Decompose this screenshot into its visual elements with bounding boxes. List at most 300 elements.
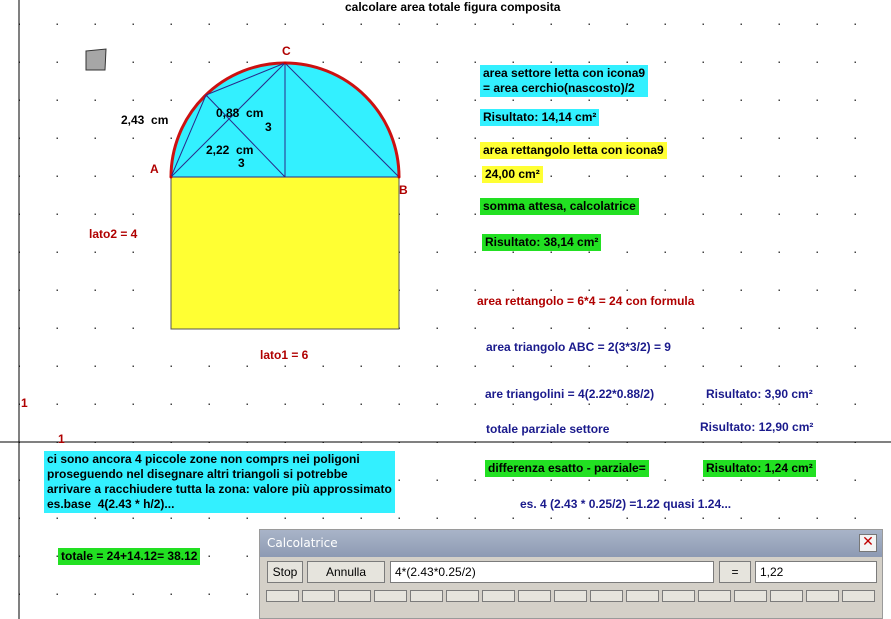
grid-dot	[399, 62, 401, 64]
calc-key[interactable]	[410, 590, 443, 602]
grid-dot	[475, 176, 477, 178]
grid-dot	[589, 24, 591, 26]
grid-dot	[589, 518, 591, 520]
grid-dot	[589, 404, 591, 406]
result-field[interactable]: 1,22	[755, 561, 877, 583]
measure-243	[121, 113, 168, 127]
grid-dot	[855, 480, 857, 482]
grid-dot	[57, 518, 59, 520]
calculator-title: Calcolatrice	[267, 536, 338, 550]
grid-dot	[589, 252, 591, 254]
sector-read-box: area settore letta con icona9 = area cerchio(nascosto)/2	[480, 65, 648, 97]
grid-dot	[171, 518, 173, 520]
grid-dot	[551, 328, 553, 330]
grid-dot	[779, 176, 781, 178]
grid-dot	[627, 366, 629, 368]
grid-dot	[247, 24, 249, 26]
diff-result-box: Risultato: 1,24 cm²	[703, 460, 816, 477]
grid-dot	[399, 138, 401, 140]
calc-key[interactable]	[554, 590, 587, 602]
grid-dot	[817, 518, 819, 520]
calc-key[interactable]	[770, 590, 803, 602]
grid-dot	[551, 176, 553, 178]
measure-222	[206, 143, 253, 157]
grid-dot	[665, 518, 667, 520]
grid-dot	[399, 366, 401, 368]
grid-dot	[779, 480, 781, 482]
grid-dot	[741, 480, 743, 482]
gray-quad-icon	[86, 49, 106, 70]
grid-dot	[855, 138, 857, 140]
point-b	[398, 176, 401, 179]
calc-key[interactable]	[446, 590, 479, 602]
triangolini-result: Risultato: 3,90 cm²	[706, 387, 813, 401]
calc-key[interactable]	[482, 590, 515, 602]
grid-dot	[741, 518, 743, 520]
grid-dot	[703, 290, 705, 292]
grid-dot	[437, 404, 439, 406]
grid-dot	[475, 214, 477, 216]
grid-dot	[133, 518, 135, 520]
grid-dot	[437, 214, 439, 216]
grid-dot	[361, 24, 363, 26]
grid-dot	[703, 480, 705, 482]
grid-dot	[741, 214, 743, 216]
measure-088-value: 0,88	[216, 106, 240, 120]
lato1-label: lato1 = 6	[260, 348, 309, 362]
annulla-button[interactable]: Annulla	[307, 561, 385, 583]
grid-dot	[475, 24, 477, 26]
grid-dot	[551, 100, 553, 102]
grid-dot	[323, 518, 325, 520]
grid-dot	[323, 366, 325, 368]
grid-dot	[437, 366, 439, 368]
axis-y-label: 1	[21, 396, 28, 410]
grid-dot	[817, 214, 819, 216]
calculator-title-bar[interactable]	[260, 530, 882, 557]
grid-dot	[627, 24, 629, 26]
equals-button[interactable]: =	[719, 561, 751, 583]
grid-dot	[285, 518, 287, 520]
grid-dot	[513, 518, 515, 520]
calc-key[interactable]	[338, 590, 371, 602]
grid-dot	[627, 290, 629, 292]
totale-parziale-text: totale parziale settore	[486, 422, 610, 436]
grid-dot	[133, 252, 135, 254]
grid-dot	[209, 594, 211, 596]
grid-dot	[361, 62, 363, 64]
grid-dot	[95, 518, 97, 520]
grid-dot	[741, 100, 743, 102]
grid-dot	[551, 518, 553, 520]
grid-dot	[589, 62, 591, 64]
grid-dot	[513, 100, 515, 102]
grid-dot	[513, 24, 515, 26]
grid-dot	[323, 404, 325, 406]
grid-dot	[171, 138, 173, 140]
grid-dot	[475, 366, 477, 368]
grid-dot	[665, 328, 667, 330]
grid-dot	[779, 138, 781, 140]
grid-dot	[57, 594, 59, 596]
grid-dot	[665, 252, 667, 254]
grid-dot	[513, 366, 515, 368]
grid-dot	[855, 214, 857, 216]
calc-key[interactable]	[302, 590, 335, 602]
grid-dot	[209, 62, 211, 64]
grid-dot	[437, 24, 439, 26]
grid-dot	[133, 290, 135, 292]
grid-dot	[95, 100, 97, 102]
grid-dot	[95, 24, 97, 26]
grid-dot	[589, 290, 591, 292]
note-box: ci sono ancora 4 piccole zone non comprs nei poligoni proseguendo nel disegnare altri triangoli si potrebbe arrivare a racchiudere tutta la zona: valore più approssimato es.base 4(2.43 * h/2)...	[44, 451, 395, 513]
grid-dot	[627, 480, 629, 482]
grid-dot	[95, 290, 97, 292]
grid-dot	[703, 214, 705, 216]
grid-dot	[57, 24, 59, 26]
grid-dot	[589, 480, 591, 482]
grid-dot	[399, 404, 401, 406]
calc-key[interactable]	[626, 590, 659, 602]
grid-dot	[247, 62, 249, 64]
grid-dot	[57, 328, 59, 330]
grid-dot	[665, 24, 667, 26]
grid-dot	[855, 176, 857, 178]
page-title: calcolare area totale figura composita	[345, 0, 561, 14]
measure-243-value: 2,43	[121, 113, 145, 127]
grid-dot	[741, 404, 743, 406]
grid-dot	[95, 404, 97, 406]
calc-key[interactable]	[662, 590, 695, 602]
grid-dot	[95, 252, 97, 254]
grid-dot	[437, 480, 439, 482]
grid-dot	[779, 518, 781, 520]
grid-dot	[361, 518, 363, 520]
grid-dot	[741, 138, 743, 140]
grid-dot	[855, 252, 857, 254]
lato2-label: lato2 = 4	[89, 227, 138, 241]
grid-dot	[57, 252, 59, 254]
grid-dot	[57, 100, 59, 102]
calc-key[interactable]	[734, 590, 767, 602]
grid-dot	[817, 24, 819, 26]
grid-dot	[817, 176, 819, 178]
grid-dot	[133, 176, 135, 178]
grid-dot	[57, 404, 59, 406]
grid-dot	[361, 366, 363, 368]
grid-dot	[475, 518, 477, 520]
sum-expected-box: somma attesa, calcolatrice	[480, 198, 639, 215]
rect-read-box: area rettangolo letta con icona9	[480, 142, 667, 159]
grid-dot	[779, 252, 781, 254]
grid-dot	[627, 252, 629, 254]
grid-dot	[437, 100, 439, 102]
point-a	[170, 176, 173, 179]
grid-dot	[437, 176, 439, 178]
grid-dot	[551, 138, 553, 140]
grid-dot	[855, 24, 857, 26]
sector-result-box: Risultato: 14,14 cm²	[480, 109, 599, 126]
measure-243-unit: cm	[151, 113, 169, 127]
grid-dot	[703, 62, 705, 64]
grid-dot	[437, 62, 439, 64]
grid-dot	[247, 366, 249, 368]
grid-dot	[475, 138, 477, 140]
totale-box: totale = 24+14.12= 38.12	[58, 548, 200, 565]
grid-dot	[627, 404, 629, 406]
grid-dot	[665, 214, 667, 216]
grid-dot	[247, 556, 249, 558]
grid-dot	[323, 62, 325, 64]
grid-dot	[551, 24, 553, 26]
grid-dot	[133, 594, 135, 596]
grid-dot	[437, 252, 439, 254]
grid-dot	[209, 556, 211, 558]
grid-dot	[855, 62, 857, 64]
grid-dot	[475, 404, 477, 406]
grid-dot	[57, 214, 59, 216]
rect-value-box: 24,00 cm²	[482, 166, 543, 183]
grid-dot	[627, 100, 629, 102]
grid-dot	[247, 594, 249, 596]
grid-dot	[57, 366, 59, 368]
close-icon[interactable]: ✕	[859, 534, 877, 552]
rect-formula-text: area rettangolo = 6*4 = 24 con formula	[477, 294, 695, 308]
grid-dot	[665, 290, 667, 292]
grid-dot	[209, 518, 211, 520]
grid-dot	[589, 100, 591, 102]
grid-dot	[741, 290, 743, 292]
calc-key[interactable]	[806, 590, 839, 602]
grid-dot	[703, 252, 705, 254]
calc-key[interactable]	[590, 590, 623, 602]
grid-dot	[779, 62, 781, 64]
axis-x-label: 1	[58, 432, 65, 446]
measure-088	[216, 106, 263, 120]
grid-dot	[399, 480, 401, 482]
grid-dot	[513, 62, 515, 64]
grid-dot	[133, 24, 135, 26]
diff-label-box: differenza esatto - parziale=	[485, 460, 649, 477]
grid-dot	[855, 328, 857, 330]
grid-dot	[437, 328, 439, 330]
expression-field[interactable]: 4*(2.43*0.25/2)	[390, 561, 714, 583]
grid-dot	[133, 328, 135, 330]
grid-dot	[665, 366, 667, 368]
calculator-window[interactable]	[259, 529, 883, 619]
grid-dot	[285, 24, 287, 26]
grid-dot	[741, 366, 743, 368]
point-label-c: C	[282, 44, 291, 58]
grid-dot	[475, 290, 477, 292]
calc-key[interactable]	[266, 590, 299, 602]
grid-dot	[95, 214, 97, 216]
grid-dot	[665, 176, 667, 178]
triangolini-text: are triangolini = 4(2.22*0.88/2)	[485, 387, 655, 401]
grid-dot	[855, 366, 857, 368]
grid-dot	[171, 62, 173, 64]
grid-dot	[475, 252, 477, 254]
grid-dot	[171, 594, 173, 596]
grid-dot	[855, 100, 857, 102]
grid-dot	[285, 366, 287, 368]
grid-dot	[361, 404, 363, 406]
grid-dot	[703, 366, 705, 368]
grid-dot	[665, 100, 667, 102]
grid-dot	[133, 404, 135, 406]
grid-dot	[57, 176, 59, 178]
calc-key[interactable]	[842, 590, 875, 602]
grid-dot	[703, 24, 705, 26]
grid-dot	[209, 24, 211, 26]
grid-dot	[817, 290, 819, 292]
grid-dot	[703, 404, 705, 406]
grid-dot	[627, 62, 629, 64]
grid-dot	[779, 404, 781, 406]
grid-dot	[399, 518, 401, 520]
grid-dot	[551, 252, 553, 254]
grid-dot	[665, 62, 667, 64]
grid-dot	[779, 328, 781, 330]
grid-dot	[741, 328, 743, 330]
grid-dot	[703, 328, 705, 330]
grid-dot	[437, 290, 439, 292]
grid-dot	[95, 138, 97, 140]
grid-dot	[133, 366, 135, 368]
grid-dot	[551, 480, 553, 482]
grid-dot	[285, 404, 287, 406]
grid-dot	[627, 138, 629, 140]
grid-dot	[57, 62, 59, 64]
grid-dot	[133, 62, 135, 64]
grid-dot	[57, 290, 59, 292]
grid-dot	[437, 138, 439, 140]
grid-dot	[665, 404, 667, 406]
example-text: es. 4 (2.43 * 0.25/2) =1.22 quasi 1.24...	[520, 497, 732, 511]
grid-dot	[779, 366, 781, 368]
grid-dot	[513, 290, 515, 292]
grid-dot	[855, 518, 857, 520]
grid-dot	[171, 404, 173, 406]
grid-dot	[171, 100, 173, 102]
grid-dot	[589, 328, 591, 330]
grid-dot	[703, 176, 705, 178]
grid-dot	[399, 100, 401, 102]
grid-dot	[513, 480, 515, 482]
grid-dot	[817, 252, 819, 254]
point-label-b: B	[399, 183, 408, 197]
grid-dot	[209, 366, 211, 368]
calc-key[interactable]	[698, 590, 731, 602]
grid-dot	[703, 518, 705, 520]
grid-dot	[741, 24, 743, 26]
grid-dot	[741, 176, 743, 178]
grid-dot	[741, 252, 743, 254]
grid-dot	[133, 100, 135, 102]
calc-key[interactable]	[374, 590, 407, 602]
grid-dot	[627, 518, 629, 520]
grid-dot	[171, 366, 173, 368]
grid-dot	[95, 366, 97, 368]
grid-dot	[133, 214, 135, 216]
grid-dot	[589, 366, 591, 368]
grid-dot	[779, 100, 781, 102]
measure-222-value: 2,22	[206, 143, 230, 157]
grid-dot	[779, 290, 781, 292]
grid-dot	[513, 328, 515, 330]
grid-dot	[817, 138, 819, 140]
grid-dot	[323, 24, 325, 26]
grid-dot	[133, 138, 135, 140]
sum-result-box: Risultato: 38,14 cm²	[482, 234, 601, 251]
grid-dot	[627, 328, 629, 330]
grid-dot	[855, 290, 857, 292]
grid-dot	[627, 176, 629, 178]
grid-dot	[247, 518, 249, 520]
grid-dot	[513, 252, 515, 254]
grid-dot	[95, 176, 97, 178]
grid-dot	[209, 404, 211, 406]
calc-key[interactable]	[518, 590, 551, 602]
measure-222-exp: 3	[238, 156, 245, 170]
grid-dot	[817, 328, 819, 330]
grid-dot	[551, 290, 553, 292]
grid-dot	[551, 62, 553, 64]
grid-dot	[475, 62, 477, 64]
calculator-keypad	[266, 590, 878, 602]
grid-dot	[703, 100, 705, 102]
grid-dot	[817, 366, 819, 368]
triangle-abc-text: area triangolo ABC = 2(3*3/2) = 9	[486, 340, 671, 354]
grid-dot	[551, 404, 553, 406]
grid-dot	[551, 366, 553, 368]
point-c	[284, 62, 287, 65]
grid-dot	[779, 214, 781, 216]
grid-dot	[741, 62, 743, 64]
grid-dot	[95, 594, 97, 596]
grid-dot	[513, 138, 515, 140]
grid-dot	[817, 404, 819, 406]
grid-dot	[475, 328, 477, 330]
measure-088-unit: cm	[246, 106, 264, 120]
point-label-a: A	[150, 162, 159, 176]
yellow-rectangle	[171, 177, 399, 329]
grid-dot	[703, 138, 705, 140]
grid-dot	[817, 62, 819, 64]
grid-dot	[171, 24, 173, 26]
grid-dot	[475, 480, 477, 482]
grid-dot	[665, 480, 667, 482]
grid-dot	[589, 138, 591, 140]
grid-dot	[399, 24, 401, 26]
grid-dot	[475, 100, 477, 102]
grid-dot	[247, 404, 249, 406]
grid-dot	[817, 100, 819, 102]
grid-dot	[57, 138, 59, 140]
grid-dot	[779, 24, 781, 26]
grid-dot	[589, 176, 591, 178]
grid-dot	[817, 480, 819, 482]
totale-parziale-result: Risultato: 12,90 cm²	[700, 420, 814, 434]
measure-088-exp: 3	[265, 120, 272, 134]
grid-dot	[95, 328, 97, 330]
grid-dot	[665, 138, 667, 140]
grid-dot	[437, 518, 439, 520]
stop-button[interactable]: Stop	[267, 561, 303, 583]
grid-dot	[513, 404, 515, 406]
grid-dot	[855, 404, 857, 406]
